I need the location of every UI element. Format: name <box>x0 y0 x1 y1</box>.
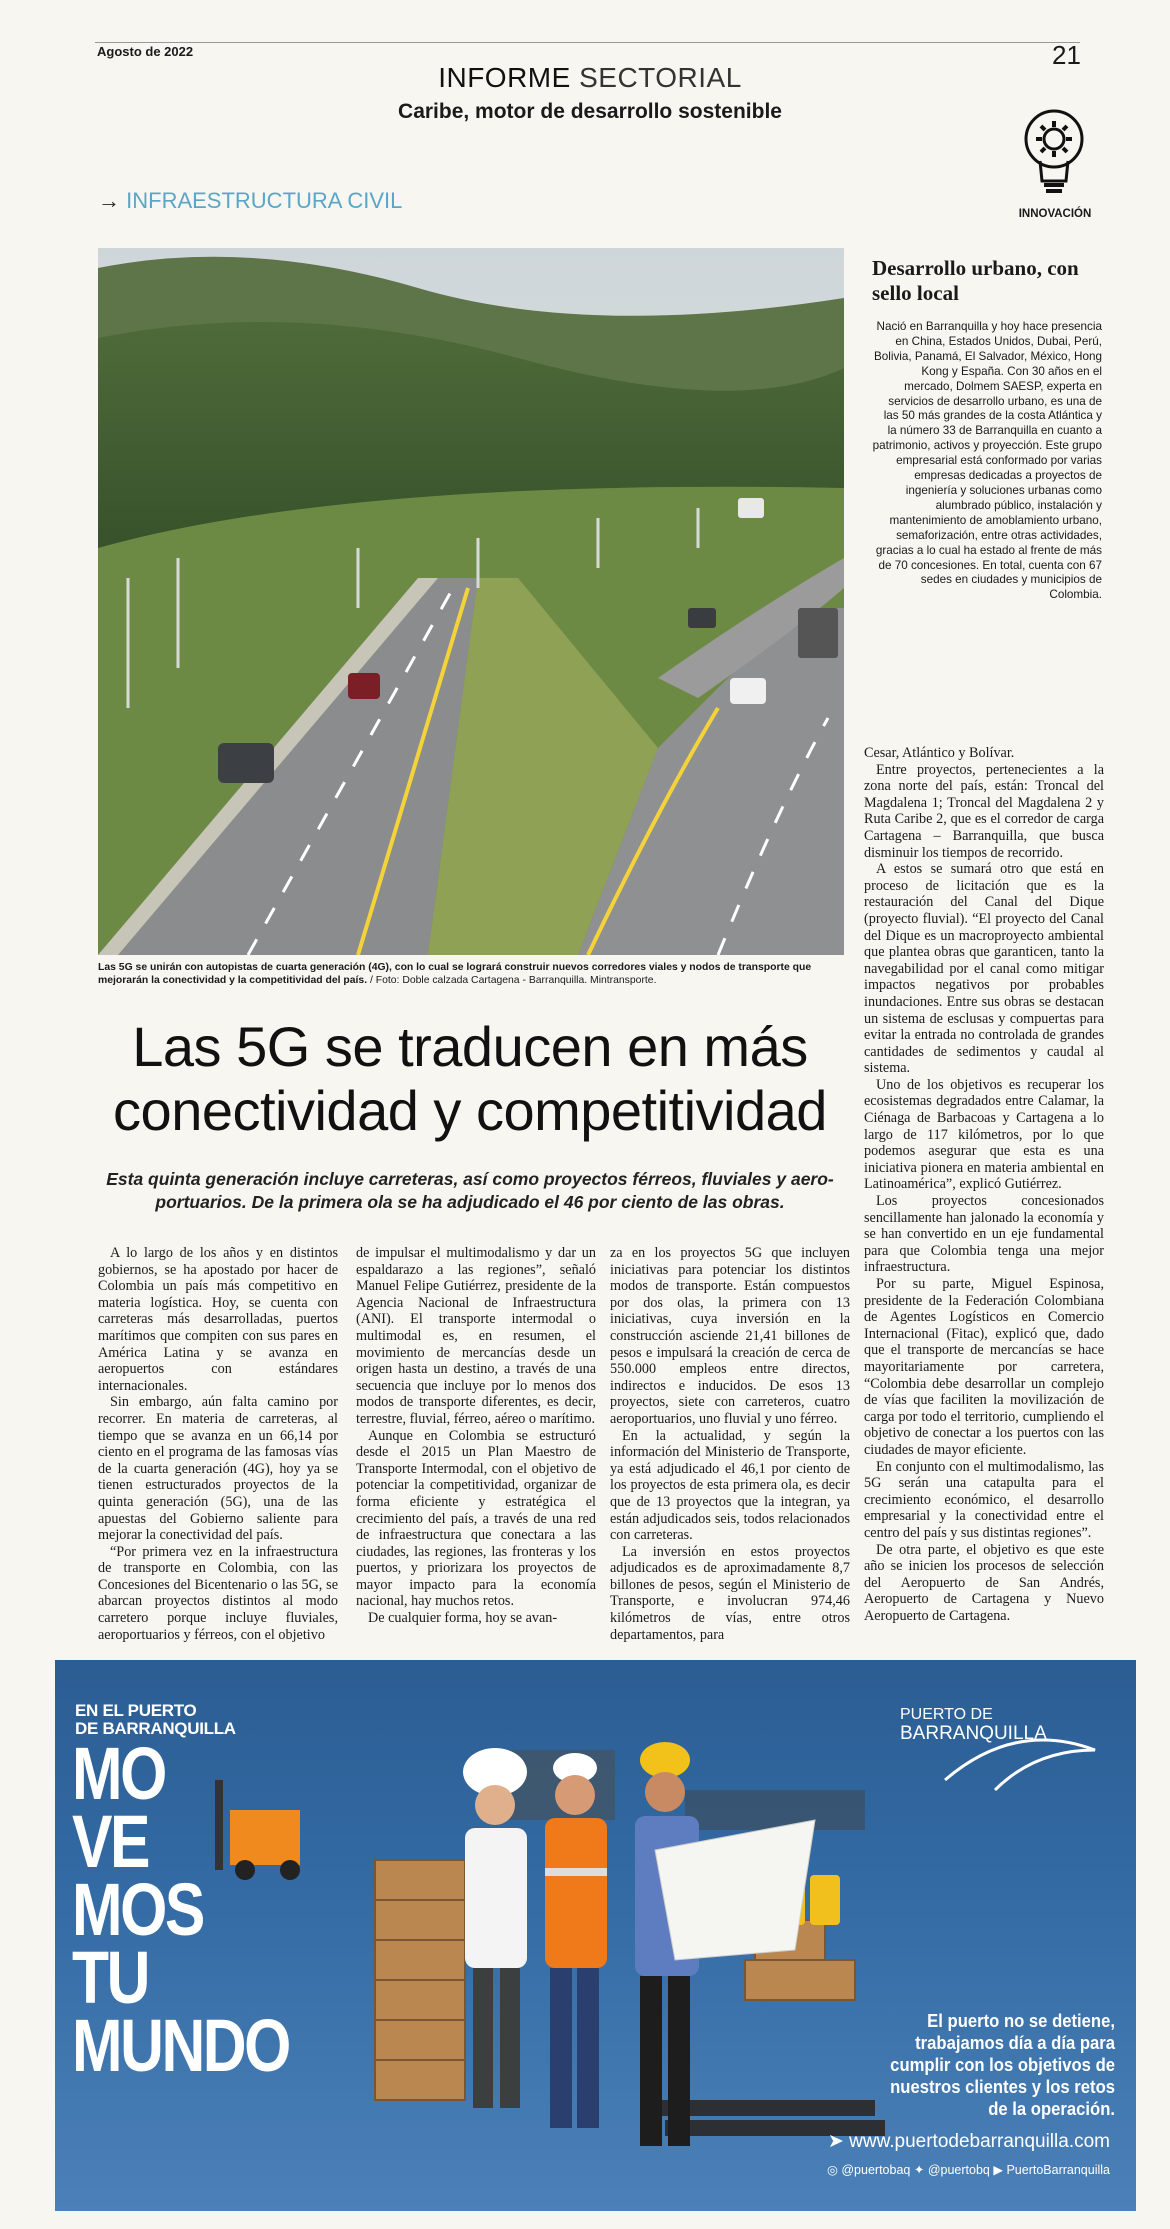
paragraph: Por su parte, Miguel Espinosa, presidente de la Federación Colombiana de Agentes Logísticos en Comercio Internacional (Fitac), explicó que, dado que el transporte de mercancías se hace mayoritariamente por carretera, “Colombia debe desarrollar un complejo de vías que faciliten la movilización de carga por todo el territorio, cumpliendo el objetivo de conectar a los puertos con las ciudades de mayor eficiente. <box>864 1276 1104 1458</box>
paragraph: A lo largo de los años y en distintos gobiernos, se ha apostado por hacer de Colombia un país más competitivo en materia logística. Hoy, se cuenta con carreteras más desarrolladas, puertos marítimos que compiten con sus pares en América Latina y se avanza en aeropuertos con estándares internacionales. <box>98 1245 338 1394</box>
twitter-handle[interactable]: @puertobq <box>927 2163 990 2177</box>
ad-tagline-line: cumplir con los objetivos de <box>890 2054 1115 2075</box>
ad-headline <box>72 1732 289 2087</box>
headline-line-1: Las 5G se traducen en más <box>132 1015 808 1078</box>
ad-url[interactable] <box>775 2130 1110 2153</box>
cursor-icon: ➤ <box>827 2131 844 2152</box>
ad-headline-line: MOS <box>72 1868 203 1951</box>
innovation-label: INNOVACIÓN <box>1018 208 1092 220</box>
caption-credit: / Foto: Doble calzada Cartagena - Barranquilla. Mintransporte. <box>369 975 657 986</box>
paragraph: Entre proyectos, pertenecientes a la zona norte del país, están: Troncal del Magdalena 1; Troncal del Magdalena 2 y Ruta Caribe 2, que es el corredor de carga Cartagena – Barranquilla, que busca disminuir los tiempos de recorrido. <box>864 761 1104 861</box>
section-title-light: SECTORIAL <box>579 62 742 93</box>
instagram-icon: ◎ <box>826 2163 838 2177</box>
caption-text: Las 5G se unirán con autopistas de cuarta generación (4G), con lo cual se logrará construir nuevos corredores viales y nodos de transporte que mejorarán la conectividad y la competitividad del país. <box>98 962 812 986</box>
article-headline <box>60 1015 880 1143</box>
sidebar-body: Nació en Barranquilla y hoy hace presencia en China, Estados Unidos, Dubai, Perú, Bolivia, Panamá, El Salvador, México, Hong Kong y España. Con 30 años en el mercado, Dolmem SAESP, experta en servicios de desarrollo urbano, es una de las 50 más grandes de la costa Atlántica y la número 33 de Barranquilla en cuanto a patrimonio, activos y proyección. Este grupo empresarial está conformado por varias empresas dedicadas a proyectos de ingeniería y soluciones urbanas como alumbrado público, instalación y mantenimiento de amoblamiento urbano, semaforización, entre otras actividades, gracias a lo cual ha estado al frente de más de 70 concesiones. En total, cuenta con 67 sedes en ciudades y municipios de Colombia. <box>872 320 1102 602</box>
section-kicker <box>98 188 402 214</box>
ad-headline-line: MUNDO <box>72 2004 289 2087</box>
ad-url-text[interactable]: www.puertodebarranquilla.com <box>849 2131 1110 2152</box>
ad-social-links <box>755 2162 1110 2177</box>
arrow-right-icon: → <box>98 188 120 213</box>
youtube-icon: ▶ <box>993 2163 1003 2177</box>
section-subtitle: Caribe, motor de desarrollo sostenible <box>398 100 782 123</box>
headline-line-2: conectividad y competitividad <box>113 1079 827 1142</box>
ad-tagline-line: trabajamos día a día para <box>915 2032 1115 2053</box>
ad-brand-logo <box>900 1705 1047 1743</box>
page-number: 21 <box>1052 40 1081 70</box>
paragraph: Los proyectos concesionados sencillamente han jalonado la economía y se han convertido en un eje fundamental para que Colombia tenga una mejor infraestructura. <box>864 1193 1104 1276</box>
ad-headline-line: VE <box>72 1800 149 1883</box>
ad-tagline-line: nuestros clientes y los retos <box>890 2076 1115 2097</box>
paragraph: za en los proyectos 5G que incluyen iniciativas para potenciar los distintos modos de transporte. Están compuestos por dos olas, la primera con 13 iniciativas, cuya inversión en la construcción asciende 21,41 billones de pesos e impulsará la creación de cerca de 550.000 empleos entre directos, indirectos e inducidos. De esos 13 proyectos, siete con carreteros, cuatro aeroportuarios, uno fluvial y uno férreo. <box>610 1245 850 1427</box>
youtube-handle[interactable]: PuertoBarranquilla <box>1006 2163 1110 2177</box>
ad-tagline-line: de la operación. <box>988 2098 1115 2119</box>
article-deck <box>80 1168 860 1214</box>
highway-photo <box>98 248 844 955</box>
paragraph: En conjunto con el multimodalismo, las 5G serán una catapulta para el crecimiento económico, el desarrollo empresarial y la conectividad entre el centro del país y sus distintas regiones”. <box>864 1458 1104 1541</box>
paragraph: A estos se sumará otro que está en proceso de licitación que es la restauración del Canal del Dique (proyecto fluvial). “El proyecto del Canal del Dique es un macroproyecto ambiental que plantea obras que garanticen, tanto la navegabilidad por el canal como mitigar impactos negativos por probables inundaciones. Entre sus obras se destacan un sistema de esclusas y compuertas para evitar la entrada no controlada de grandes cantidades de sedimentos y caudal al sistema. <box>864 861 1104 1077</box>
ad-tagline <box>809 2010 1115 2120</box>
paragraph: Cesar, Atlántico y Bolívar. <box>864 745 1015 761</box>
paragraph: Uno de los objetivos es recuperar los ecosistemas degradados entre Calamar, la Ciénaga de Barbacoas y Cartagena a lo largo de 117 kilómetros, por lo que podemos asegurar que esta es una iniciativa pionera en materia ambiental en Latinoamérica”, explicó Gutiérrez. <box>864 1076 1104 1193</box>
ad-kicker-line-1: EN EL PUERTO <box>75 1701 197 1720</box>
article-column-2 <box>356 1245 596 1627</box>
issue-date: Agosto de 2022 <box>97 44 194 59</box>
article-column-3 <box>610 1245 850 1643</box>
instagram-handle[interactable]: @puertobaq <box>841 2163 911 2177</box>
paragraph: de impulsar el multimodalismo y dar un espaldarazo a las regiones”, señaló Manuel Felipe Gutiérrez, presidente de la Agencia Nacional de Infraestructura (ANI). El transporte intermodal o multimodal es, en resumen, el movimiento de mercancías desde un origen hasta un destino, a través de una secuencia que incluye por lo menos dos modos de transporte diferentes, es decir, terrestre, fluvial, férreo, aéreo o marítimo. <box>356 1245 596 1427</box>
twitter-icon: ✦ <box>913 2163 925 2177</box>
ad-kicker-line-2: DE BARRANQUILLA <box>75 1719 236 1738</box>
section-title-bold: INFORME <box>438 62 571 93</box>
paragraph: De cualquier forma, hoy se avan- <box>368 1610 558 1627</box>
ad-headline-line: TU <box>72 1936 148 2019</box>
paragraph: De otra parte, el objetivo es que este año se inicien los procesos de selección del Aeropuerto de San Andrés, Aeropuerto de Cartagena y Nuevo Aeropuerto de Cartagena. <box>864 1541 1104 1624</box>
paragraph: En la actualidad, y según la información del Ministerio de Transporte, ya está adjudicado el 46,1 por ciento de los proyectos de esta primera ola, es decir que de 13 proyectos que la integran, ya están adjudicados seis, todos relacionados con carreteras. <box>610 1427 850 1544</box>
ad-brand-line-1: PUERTO DE <box>900 1706 993 1723</box>
header-rule <box>95 42 1080 43</box>
deck-line-2: portuarios. De la primera ola se ha adjudicado el 46 por ciento de las obras. <box>155 1192 785 1212</box>
ad-headline-line: MO <box>72 1732 165 1815</box>
gear-lightbulb-icon <box>1018 103 1090 203</box>
sidebar-title: Desarrollo urbano, con sello local <box>872 256 1079 305</box>
deck-line-1: Esta quinta generación incluye carreteras, así como proyectos férreos, fluviales y aero- <box>106 1169 834 1189</box>
section-title <box>300 62 880 94</box>
ad-brand-line-2: BARRANQUILLA <box>900 1723 1047 1744</box>
paragraph: La inversión en estos proyectos adjudicados es de aproximadamente 8,7 billones de pesos, según el Ministerio de Transporte, e involucran 974,46 kilómetros de vías, entre otros departamentos, para <box>610 1543 850 1643</box>
kicker-label: INFRAESTRUCTURA CIVIL <box>126 188 403 213</box>
article-column-1 <box>98 1245 338 1643</box>
paragraph: Aunque en Colombia se estructuró desde el 2015 un Plan Maestro de Transporte Intermodal, con el objetivo de potenciar la competitividad, organizar de forma eficiente y estratégica el crecimiento del país, a través de una red de infraestructura que conectara a las ciudades, las regiones, las fronteras y los puertos, y priorizara los proyectos de mayor impacto para la economía nacional, hay muchos retos. <box>356 1427 596 1610</box>
article-column-4 <box>864 745 1104 1624</box>
paragraph: Sin embargo, aún falta camino por recorrer. En materia de carreteras, al tiempo que se avanza en un 66,14 por ciento en el programa de las famosas vías de la cuarta generación (4G), hoy ya se tienen estructurados proyectos de la quinta generación (5G), una de las apuestas del Gobierno saliente para mejorar la conectividad del país. <box>98 1394 338 1544</box>
paragraph: “Por primera vez en la infraestructura de transporte en Colombia, con las Concesiones del Bicentenario o las 5G, se abarcan proyectos distintos al modo carretero porque incluye fluviales, aeroportuarios y férreos, con el objetivo <box>98 1543 338 1643</box>
photo-caption <box>98 961 848 987</box>
port-advertisement <box>55 1660 1136 2211</box>
ad-tagline-line: El puerto no se detiene, <box>927 2010 1115 2031</box>
